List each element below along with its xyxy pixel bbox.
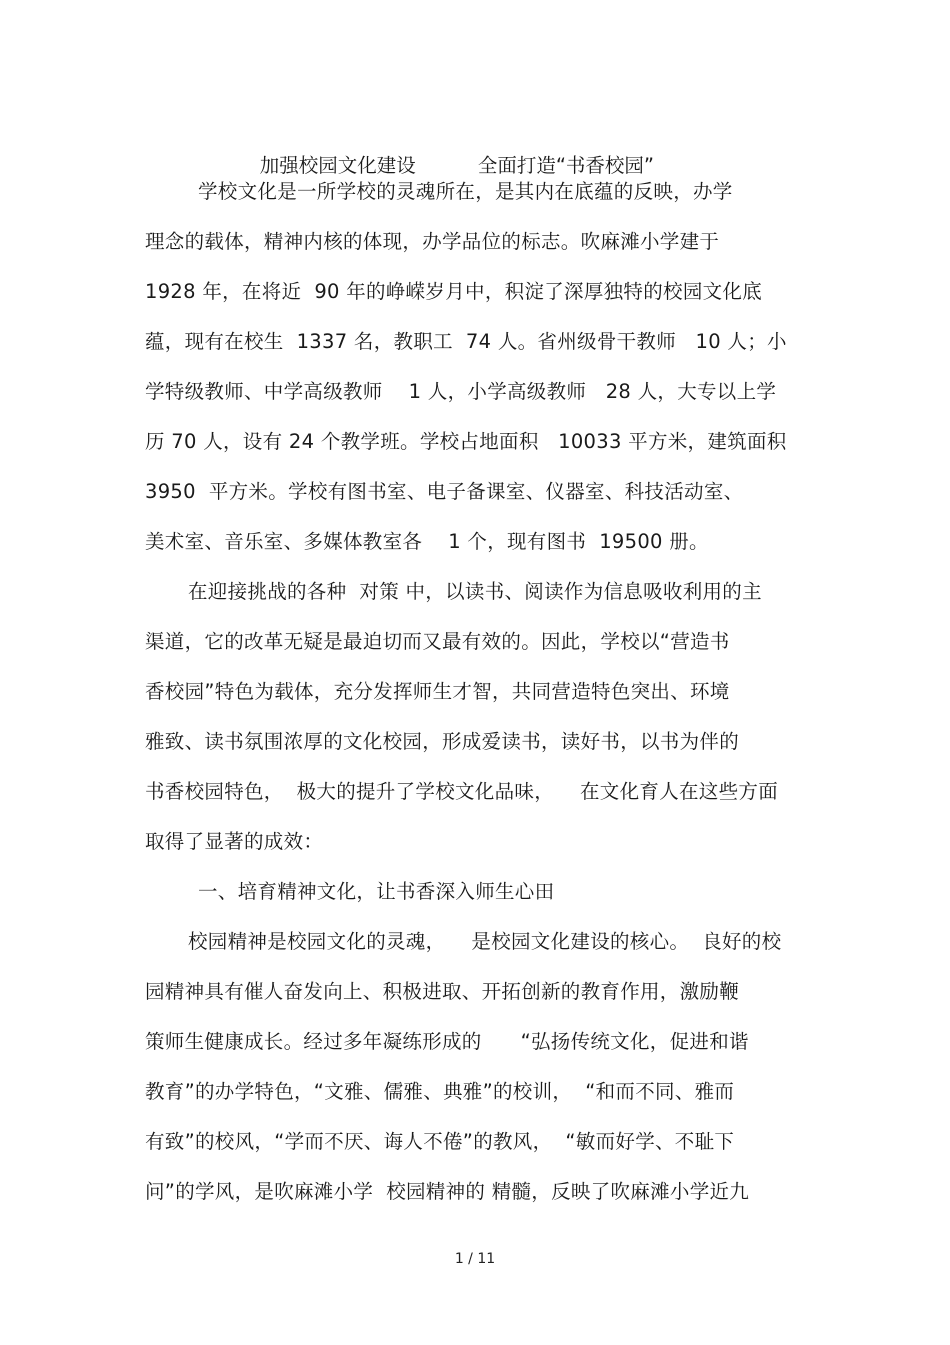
body-line: 取得了显著的成效： [145,830,324,853]
body-line: 理念的载体，精神内核的体现，办学品位的标志。吹麻滩小学建于 [145,230,720,253]
body-line: 书香校园特色， 极大的提升了学校文化品味， 在文化育人在这些方面 [145,780,778,803]
body-line: 有致”的校风，“学而不厌、诲人不倦”的教风， “敏而好学、不耻下 [145,1130,735,1153]
body-line: 学特级教师、中学高级教师 1 人，小学高级教师 28 人，大专以上学 [145,380,777,403]
body-line: 蕴，现有在校生 1337 名，教职工 74 人。省州级骨干教师 10 人；小 [145,330,787,353]
body-line: 雅致、读书氛围浓厚的文化校园，形成爱读书，读好书，以书为伴的 [145,730,740,753]
body-line: 在迎接挑战的各种 对策 中，以读书、阅读作为信息吸收利用的主 [188,580,762,603]
body-line: 香校园”特色为载体，充分发挥师生才智，共同营造特色突出、环境 [145,680,730,703]
body-line: 1928 年，在将近 90 年的峥嵘岁月中，积淀了深厚独特的校园文化底 [145,280,763,303]
title-part-1: 加强校园文化建设 [259,154,416,177]
body-line: 美术室、音乐室、多媒体教室各 1 个，现有图书 19500 册。 [145,530,709,553]
body-line: 问”的学风，是吹麻滩小学 校园精神的 精髓，反映了吹麻滩小学近九 [145,1180,750,1203]
body-line: 渠道，它的改革无疑是最迫切而又最有效的。因此，学校以“营造书 [145,630,730,653]
title-part-2: 全面打造“书香校园” [477,154,655,177]
body-line: 校园精神是校园文化的灵魂， 是校园文化建设的核心。 良好的校 [188,930,782,953]
body-line: 学校文化是一所学校的灵魂所在，是其内在底蕴的反映，办学 [198,180,733,203]
section-heading: 一、培育精神文化，让书香深入师生心田 [198,880,555,903]
body-line: 园精神具有催人奋发向上、积极进取、开拓创新的教育作用，激励鞭 [145,980,740,1003]
page-number: 1 / 11 [454,1251,496,1267]
body-line: 策师生健康成长。经过多年凝练形成的 “弘扬传统文化，促进和谐 [145,1030,749,1053]
body-line: 教育”的办学特色，“文雅、儒雅、典雅”的校训， “和而不同、雅而 [145,1080,735,1103]
body-line: 3950 平方米。学校有图书室、电子备课室、仪器室、科技活动室、 [145,480,744,503]
body-line: 历 70 人，设有 24 个教学班。学校占地面积 10033 平方米，建筑面积 [145,430,787,453]
